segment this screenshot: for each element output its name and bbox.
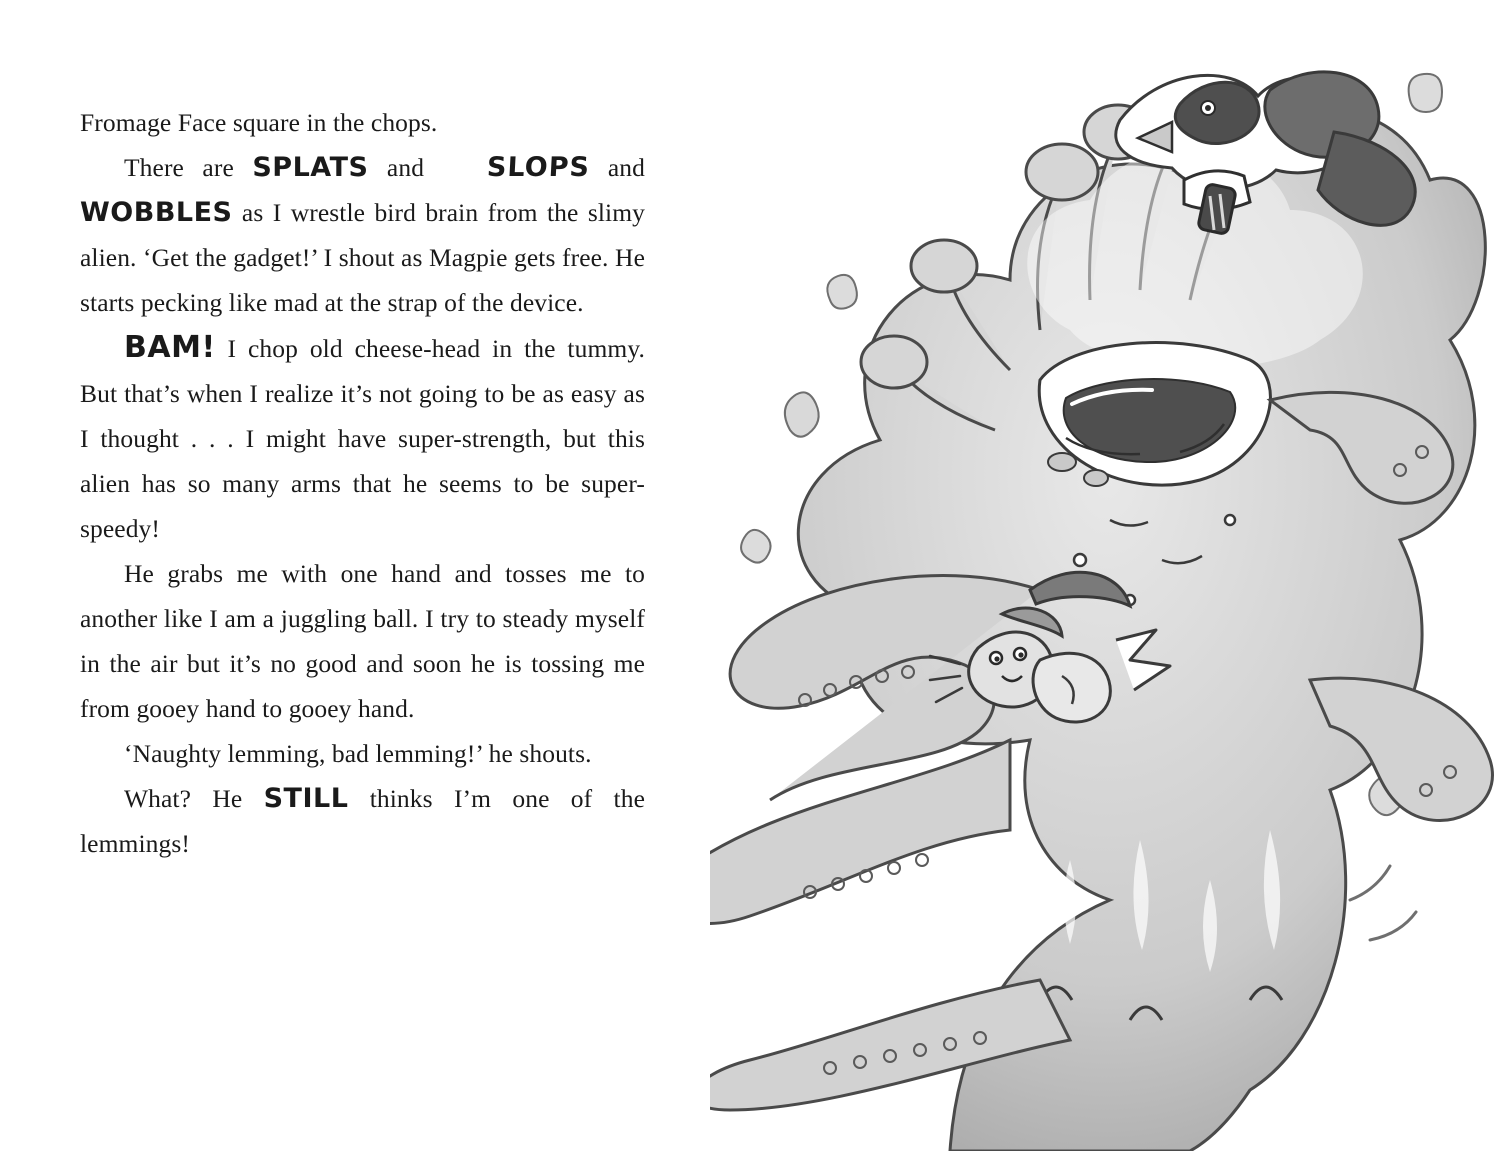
emphasis-bam: BAM! [124,330,216,365]
paragraph-1 [80,100,645,145]
body-text-column [80,100,645,866]
text-run: thinks I’m one of the lemmings! [80,784,645,858]
emphasis-slops: SLOPS [485,152,591,183]
text-run: He grabs me with one hand and tosses me to another like I am a juggling ball. I try to steady myself in the air but it’s no good and soon he is tossing me from gooey hand to gooey hand. [80,559,645,723]
emphasis-still: STILL [263,783,349,814]
text-run: as I wrestle bird brain from the slimy alien. ‘Get the gadget!’ I shout as Magpie gets free. He starts pecking like mad at the strap of the device. [80,198,645,317]
text-run: and [368,153,443,182]
text-run: and [589,153,645,182]
paragraph-6 [80,776,645,866]
paragraph-4 [80,551,645,731]
text-run: ‘Naughty lemming, bad lemming!’ he shouts. [124,739,592,768]
paragraph-2 [80,145,645,325]
text-run: What? He [124,784,264,813]
paragraph-5 [80,731,645,776]
text-run: Fromage Face square in the chops. [80,108,438,137]
text-run: I chop old cheese-head in the tummy. But that’s when I realize it’s not going to be as easy as I thought . . . I might have super-strength, but this alien has so many arms that he seems to be super-speedy! [80,334,645,543]
alien-illustration [710,0,1500,1151]
paragraph-3 [80,325,645,551]
emphasis-splats: SPLATS [252,152,369,183]
emphasis-wobbles: WOBBLES [80,197,233,228]
text-run: There are [124,153,253,182]
